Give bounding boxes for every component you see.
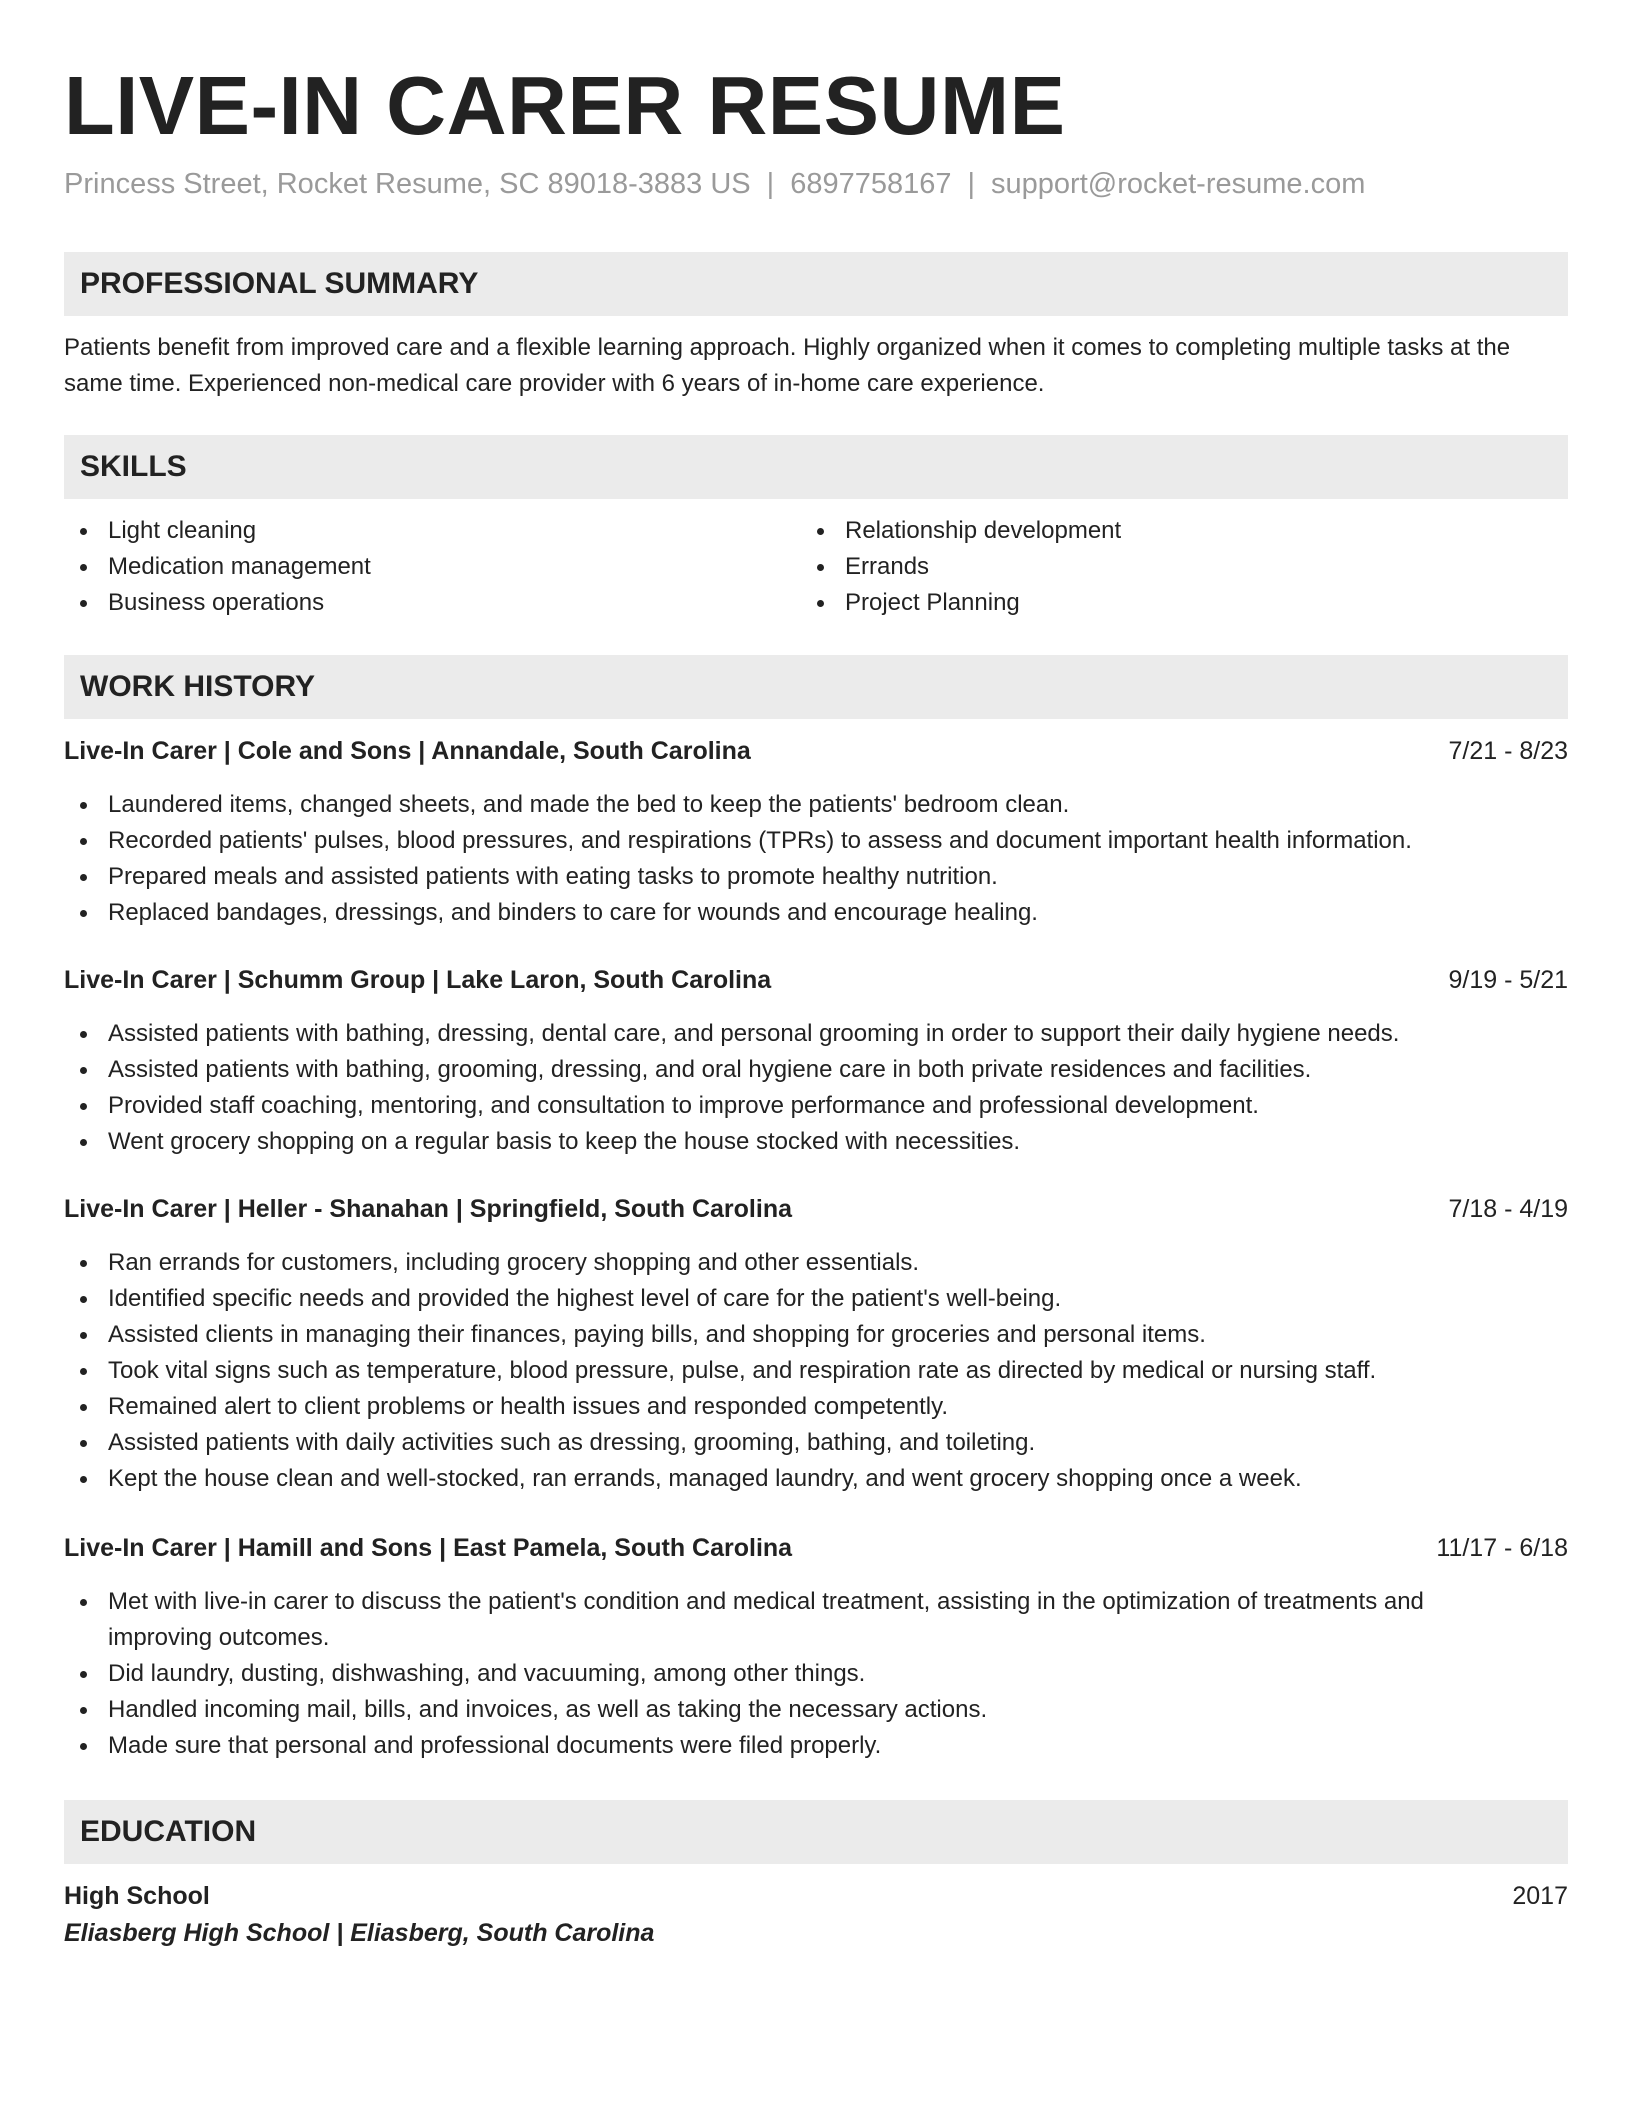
job-dates: 7/21 - 8/23 bbox=[1448, 737, 1568, 765]
education-school: Eliasberg High School | Eliasberg, South Carolina bbox=[64, 1919, 655, 1947]
job-bullet: Made sure that personal and professional documents were filed properly. bbox=[64, 1728, 1568, 1764]
job-header bbox=[64, 1530, 1568, 1566]
resume-title: LIVE-IN CARER RESUME bbox=[64, 59, 1066, 152]
section-heading-skills: SKILLS bbox=[64, 435, 1568, 499]
education-degree: High School bbox=[64, 1882, 210, 1910]
job-dates: 11/17 - 6/18 bbox=[1436, 1534, 1568, 1562]
section-heading-education: EDUCATION bbox=[64, 1800, 1568, 1864]
education-header bbox=[64, 1878, 1568, 1914]
skill-item: Business operations bbox=[64, 585, 800, 621]
job-title: Live-In Carer | Schumm Group | Lake Laron, South Carolina bbox=[64, 966, 772, 994]
contact-separator: | bbox=[967, 168, 976, 200]
skill-item: Medication management bbox=[64, 549, 800, 585]
job-title: Live-In Carer | Hamill and Sons | East Pamela, South Carolina bbox=[64, 1534, 793, 1562]
job-header bbox=[64, 962, 1568, 998]
job-bullet: Laundered items, changed sheets, and made the bed to keep the patients' bedroom clean. bbox=[64, 787, 1568, 823]
job-bullet: Assisted patients with bathing, grooming, dressing, and oral hygiene care in both private residences and facilities. bbox=[64, 1052, 1568, 1088]
job-bullet: Did laundry, dusting, dishwashing, and vacuuming, among other things. bbox=[64, 1656, 1568, 1692]
job-bullet: Remained alert to client problems or health issues and responded competently. bbox=[64, 1389, 1568, 1425]
summary-text: Patients benefit from improved care and a flexible learning approach. Highly organized when it comes to completing multiple tasks at the same time. Experienced non-medical care provider with 6 years of in-home care experience. bbox=[64, 334, 1511, 397]
job-bullet: Assisted patients with bathing, dressing, dental care, and personal grooming in order to support their daily hygiene needs. bbox=[64, 1016, 1568, 1052]
job-dates: 9/19 - 5/21 bbox=[1448, 966, 1568, 994]
job-bullet: Kept the house clean and well-stocked, ran errands, managed laundry, and went grocery shopping once a week. bbox=[64, 1461, 1568, 1497]
job-header bbox=[64, 1191, 1568, 1227]
contact-address: Princess Street, Rocket Resume, SC 89018-3883 US bbox=[64, 168, 751, 200]
job-bullet: Went grocery shopping on a regular basis to keep the house stocked with necessities. bbox=[64, 1124, 1568, 1160]
job-bullets bbox=[64, 1584, 1568, 1764]
skill-item: Project Planning bbox=[801, 585, 1537, 621]
skill-item: Relationship development bbox=[801, 513, 1537, 549]
skills-list-right bbox=[801, 513, 1537, 621]
job-title: Live-In Carer | Cole and Sons | Annandale, South Carolina bbox=[64, 737, 751, 765]
section-heading-work-history: WORK HISTORY bbox=[64, 655, 1568, 719]
job-dates: 7/18 - 4/19 bbox=[1448, 1195, 1568, 1223]
job-bullet: Met with live-in carer to discuss the patient's condition and medical treatment, assisting in the optimization of treatments and improving outcomes. bbox=[64, 1584, 1568, 1656]
job-bullet: Prepared meals and assisted patients with eating tasks to promote healthy nutrition. bbox=[64, 859, 1568, 895]
job-bullets bbox=[64, 1245, 1568, 1497]
skill-item: Errands bbox=[801, 549, 1537, 585]
job-title: Live-In Carer | Heller - Shanahan | Springfield, South Carolina bbox=[64, 1195, 793, 1223]
job-bullet: Took vital signs such as temperature, blood pressure, pulse, and respiration rate as directed by medical or nursing staff. bbox=[64, 1353, 1568, 1389]
job-bullet: Ran errands for customers, including grocery shopping and other essentials. bbox=[64, 1245, 1568, 1281]
skills-list-left bbox=[64, 513, 800, 621]
job-bullet: Assisted clients in managing their finances, paying bills, and shopping for groceries and personal items. bbox=[64, 1317, 1568, 1353]
education-year: 2017 bbox=[1512, 1882, 1568, 1910]
job-bullet: Handled incoming mail, bills, and invoices, as well as taking the necessary actions. bbox=[64, 1692, 1568, 1728]
job-bullet: Recorded patients' pulses, blood pressures, and respirations (TPRs) to assess and document important health information. bbox=[64, 823, 1568, 859]
job-bullet: Identified specific needs and provided the highest level of care for the patient's well-being. bbox=[64, 1281, 1568, 1317]
skill-item: Light cleaning bbox=[64, 513, 800, 549]
contact-line bbox=[64, 166, 1365, 202]
job-bullet: Provided staff coaching, mentoring, and consultation to improve performance and professional development. bbox=[64, 1088, 1568, 1124]
section-heading-summary: PROFESSIONAL SUMMARY bbox=[64, 252, 1568, 316]
contact-phone: 6897758167 bbox=[790, 168, 952, 200]
job-bullets bbox=[64, 787, 1568, 931]
job-bullet: Assisted patients with daily activities such as dressing, grooming, bathing, and toileting. bbox=[64, 1425, 1568, 1461]
job-bullet: Replaced bandages, dressings, and binders to care for wounds and encourage healing. bbox=[64, 895, 1568, 931]
job-bullets bbox=[64, 1016, 1568, 1160]
contact-separator: | bbox=[766, 168, 775, 200]
job-header bbox=[64, 733, 1568, 769]
contact-email: support@rocket-resume.com bbox=[991, 168, 1366, 200]
